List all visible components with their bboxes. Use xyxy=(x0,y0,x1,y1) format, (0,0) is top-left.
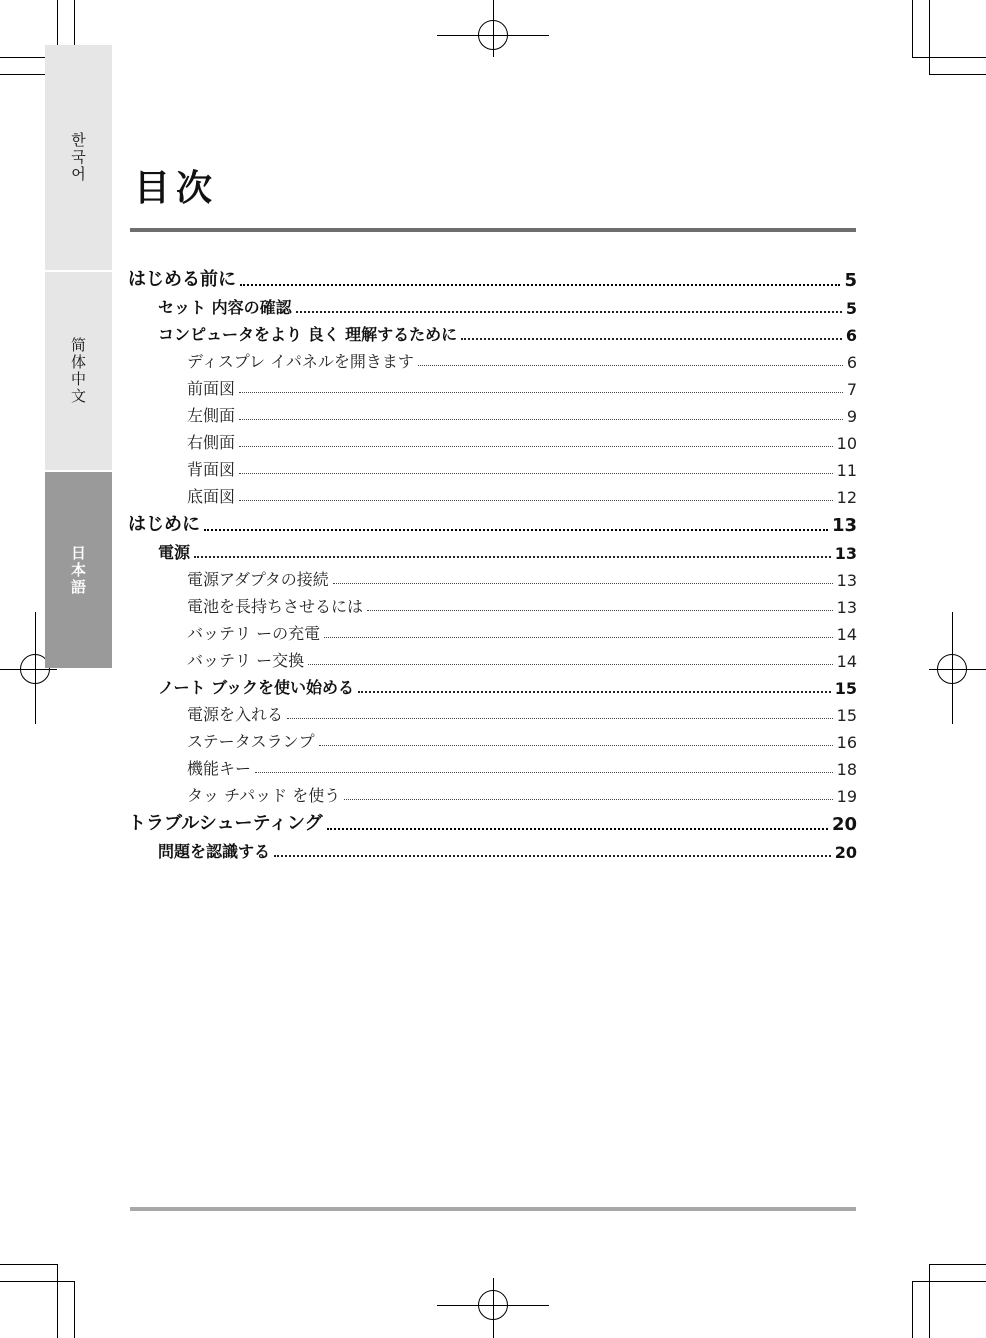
table-of-contents xyxy=(128,262,857,862)
toc-entry-label: タッ チパッド を使う xyxy=(187,786,341,805)
toc-entry-page: 13 xyxy=(831,515,857,536)
toc-entry-page: 20 xyxy=(834,843,857,862)
tab-label: 日本語 xyxy=(69,544,87,596)
dot-leader xyxy=(327,828,828,830)
toc-entry-page: 19 xyxy=(836,787,857,806)
toc-entry-page: 10 xyxy=(836,434,857,453)
toc-entry-label: 底面図 xyxy=(187,487,236,506)
toc-entry-label: 左側面 xyxy=(187,406,236,425)
toc-entry-page: 7 xyxy=(846,380,857,399)
toc-entry-page: 5 xyxy=(845,299,857,318)
dot-leader xyxy=(344,799,832,800)
toc-entry-label: バッテリ ーの充電 xyxy=(187,624,321,643)
crop-mark xyxy=(929,1264,986,1265)
toc-entry[interactable] xyxy=(128,779,857,806)
toc-entry-label: 問題を認識する xyxy=(158,842,271,861)
crop-mark xyxy=(929,0,930,74)
toc-entry-page: 5 xyxy=(844,270,857,291)
language-tab-japanese[interactable] xyxy=(45,472,112,668)
dot-leader xyxy=(287,718,833,719)
toc-entry-page: 13 xyxy=(834,544,857,563)
dot-leader xyxy=(296,311,842,313)
toc-entry-label: はじめに xyxy=(128,514,200,535)
toc-entry-label: はじめる前に xyxy=(128,269,236,290)
dot-leader xyxy=(239,500,833,501)
toc-entry-label: 電源を入れる xyxy=(187,705,284,724)
toc-entry-page: 6 xyxy=(846,353,857,372)
crop-mark xyxy=(912,1281,986,1282)
dot-leader xyxy=(240,284,840,286)
toc-entry[interactable] xyxy=(128,480,857,507)
dot-leader xyxy=(255,772,833,773)
language-tab-chinese[interactable] xyxy=(45,272,112,472)
dot-leader xyxy=(194,556,831,558)
page-title: 目次 xyxy=(134,168,219,209)
toc-entry-page: 20 xyxy=(831,814,857,835)
toc-entry-label: 電源 xyxy=(158,543,191,562)
dot-leader xyxy=(239,446,833,447)
dot-leader xyxy=(367,610,833,611)
toc-entry[interactable] xyxy=(128,426,857,453)
registration-line xyxy=(35,612,36,724)
toc-entry-page: 12 xyxy=(836,488,857,507)
tab-label: 简体中文 xyxy=(69,337,87,405)
registration-line xyxy=(493,1278,494,1338)
crop-mark xyxy=(0,1264,57,1265)
dot-leader xyxy=(324,637,833,638)
toc-entry-label: コンピュータをより 良く 理解するために xyxy=(158,325,458,344)
toc-entry-label: 前面図 xyxy=(187,379,236,398)
crop-mark xyxy=(912,1281,913,1338)
dot-leader xyxy=(358,691,831,693)
toc-entry-page: 14 xyxy=(836,652,857,671)
dot-leader xyxy=(239,473,833,474)
toc-entry[interactable] xyxy=(128,698,857,725)
toc-entry-label: セット 内容の確認 xyxy=(158,298,292,317)
dot-leader xyxy=(319,745,833,746)
toc-entry-label: ステータスランプ xyxy=(187,732,315,751)
crop-mark xyxy=(929,74,986,75)
toc-entry-page: 15 xyxy=(834,679,857,698)
toc-entry-page: 9 xyxy=(846,407,857,426)
toc-entry-label: 機能キー xyxy=(187,759,252,778)
dot-leader xyxy=(274,855,831,857)
toc-entry[interactable] xyxy=(128,671,857,698)
toc-entry-label: ノート ブックを使い始める xyxy=(158,678,354,697)
toc-entry[interactable] xyxy=(128,644,857,671)
toc-entry[interactable] xyxy=(128,617,857,644)
toc-entry-label: バッテリ ー交換 xyxy=(187,651,305,670)
registration-line xyxy=(0,669,57,670)
language-tab-korean[interactable] xyxy=(45,45,112,272)
crop-mark xyxy=(74,1281,75,1338)
toc-entry[interactable] xyxy=(128,835,857,862)
toc-entry-page: 18 xyxy=(836,760,857,779)
toc-entry-label: ディスプレ イパネルを開きます xyxy=(187,352,414,371)
toc-entry[interactable] xyxy=(128,507,857,536)
dot-leader xyxy=(204,529,828,531)
toc-entry[interactable] xyxy=(128,590,857,617)
dot-leader xyxy=(239,419,843,420)
dot-leader xyxy=(461,338,842,340)
toc-entry[interactable] xyxy=(128,399,857,426)
toc-entry[interactable] xyxy=(128,453,857,480)
dot-leader xyxy=(418,365,843,366)
toc-entry[interactable] xyxy=(128,291,857,318)
toc-entry-page: 13 xyxy=(836,598,857,617)
toc-entry[interactable] xyxy=(128,536,857,563)
dot-leader xyxy=(333,583,833,584)
toc-entry[interactable] xyxy=(128,563,857,590)
toc-entry[interactable] xyxy=(128,752,857,779)
toc-entry[interactable] xyxy=(128,262,857,291)
toc-entry[interactable] xyxy=(128,345,857,372)
title-divider xyxy=(130,228,856,232)
toc-entry-page: 13 xyxy=(836,571,857,590)
tab-label: 한국어 xyxy=(69,132,87,183)
toc-entry-page: 6 xyxy=(845,326,857,345)
crop-mark xyxy=(57,1264,58,1338)
crop-mark xyxy=(0,1281,74,1282)
toc-entry-label: 電池を長持ちさせるには xyxy=(187,597,364,616)
toc-entry-page: 11 xyxy=(836,461,857,480)
toc-entry-label: トラブルシューティング xyxy=(128,813,323,834)
registration-line xyxy=(493,0,494,57)
toc-entry[interactable] xyxy=(128,372,857,399)
toc-entry-label: 右側面 xyxy=(187,433,236,452)
toc-entry-page: 16 xyxy=(836,733,857,752)
registration-line xyxy=(929,669,986,670)
registration-line xyxy=(952,612,953,724)
toc-entry[interactable] xyxy=(128,318,857,345)
toc-entry-label: 電源アダプタの接続 xyxy=(187,570,329,589)
crop-mark xyxy=(912,57,986,58)
toc-entry[interactable] xyxy=(128,725,857,752)
crop-mark xyxy=(929,1264,930,1338)
toc-entry-label: 背面図 xyxy=(187,460,236,479)
dot-leader xyxy=(239,392,843,393)
toc-entry-page: 14 xyxy=(836,625,857,644)
crop-mark xyxy=(912,0,913,57)
toc-entry-page: 15 xyxy=(836,706,857,725)
toc-entry[interactable] xyxy=(128,806,857,835)
dot-leader xyxy=(308,664,833,665)
footer-divider xyxy=(130,1207,856,1211)
